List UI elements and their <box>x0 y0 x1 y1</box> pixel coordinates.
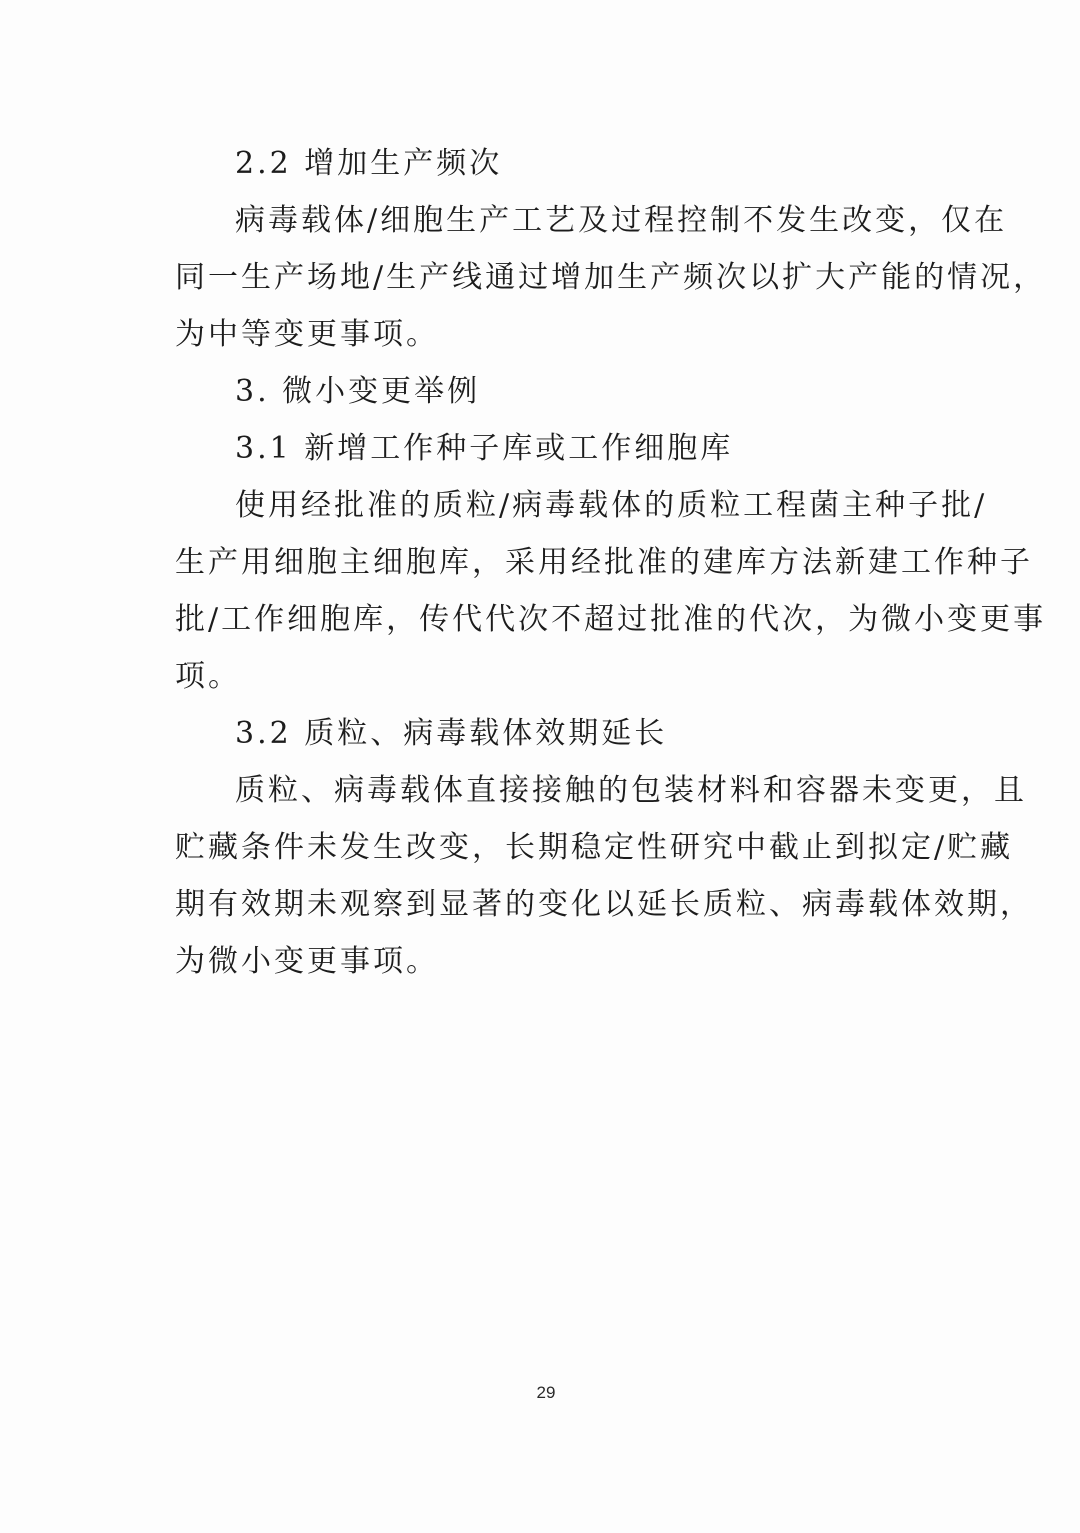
paragraph-line: 项。 <box>175 659 241 694</box>
page-number: 29 <box>536 1383 556 1402</box>
paragraph-line: 同一生产场地/生产线通过增加生产频次以扩大产能的情况， <box>175 260 1047 295</box>
paragraph-line: 质粒、病毒载体直接接触的包装材料和容器未变更，且 <box>235 773 1027 808</box>
section-heading-3: 3. 微小变更举例 <box>235 374 481 409</box>
paragraph-line: 使用经批准的质粒/病毒载体的质粒工程菌主种子批/ <box>235 488 988 523</box>
paragraph-3-1 <box>175 477 1047 705</box>
paragraph-line: 病毒载体/细胞生产工艺及过程控制不发生改变，仅在 <box>235 203 1008 238</box>
paragraph-line: 生产用细胞主细胞库，采用经批准的建库方法新建工作种子 <box>175 545 1033 580</box>
section-heading-2-2: 2.2 增加生产频次 <box>235 146 503 181</box>
section-heading-3-1: 3.1 新增工作种子库或工作细胞库 <box>235 431 734 466</box>
paragraph-line: 为微小变更事项。 <box>175 944 439 979</box>
document-body <box>175 135 1047 990</box>
paragraph-3-2 <box>175 762 1033 990</box>
section-heading-3-2: 3.2 质粒、病毒载体效期延长 <box>235 716 668 751</box>
paragraph-line: 贮藏条件未发生改变，长期稳定性研究中截止到拟定/贮藏 <box>175 830 1014 865</box>
paragraph-line: 批/工作细胞库，传代代次不超过批准的代次，为微小变更事 <box>175 602 1047 637</box>
paragraph-line: 期有效期未观察到显著的变化以延长质粒、病毒载体效期， <box>175 887 1033 922</box>
paragraph-2-2 <box>175 192 1047 363</box>
paragraph-line: 为中等变更事项。 <box>175 317 439 352</box>
